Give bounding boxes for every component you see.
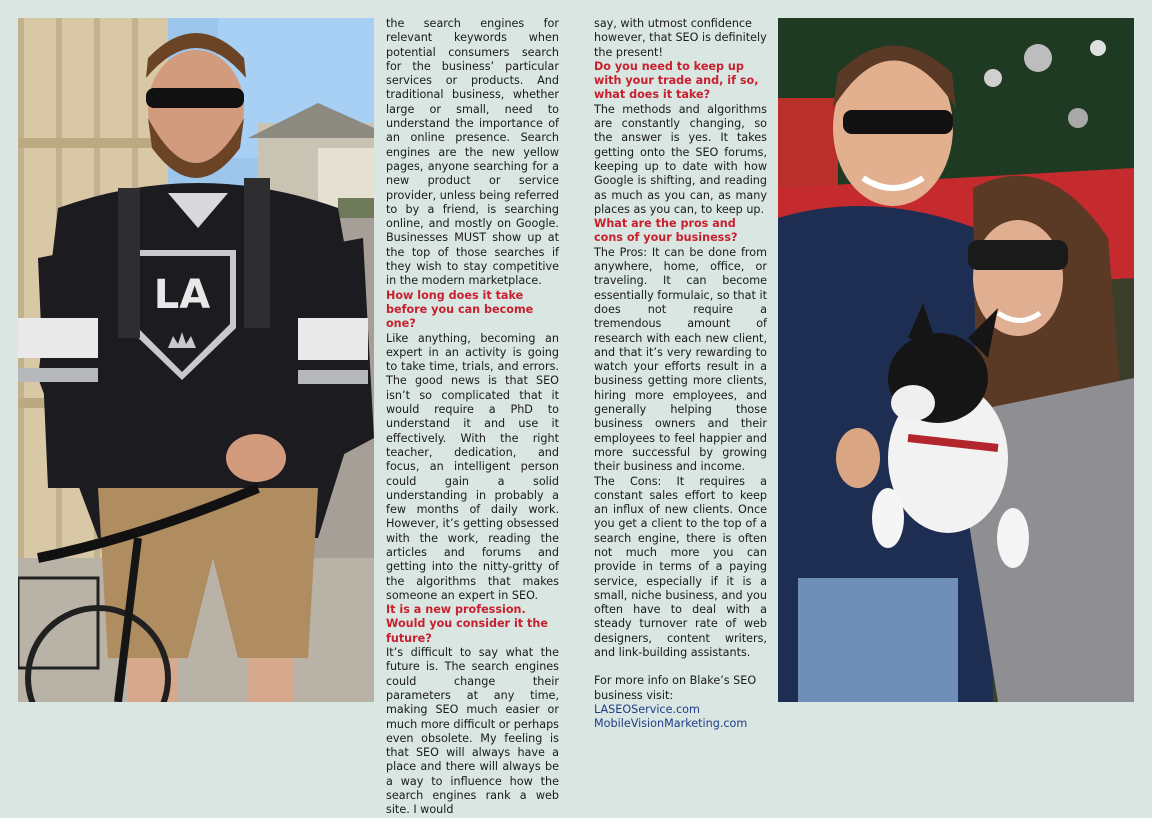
heading-keep-up: Do you need to keep up with your trade and, if so, what does it take? bbox=[594, 59, 759, 102]
column1-paragraph-1: Like anything, becoming an expert in an activity is going to take time, trials, and errors. The good news is that SEO isn’t so complicated that it would require a PhD to understand it and use it effectively. With the right teacher, dedication, and focus, an intelligent person could gain a solid understanding in probably a few months of daily work. However, it’s getting obsessed with the work, reading the articles and forums and getting into the nitty-gritty of the algorithms that makes someone an expert in SEO. bbox=[386, 331, 559, 602]
photo-man-on-bicycle bbox=[18, 18, 374, 702]
jersey-logo-text: LA bbox=[153, 272, 211, 318]
more-info-text: For more info on Blake’s SEO business visit: bbox=[594, 674, 757, 702]
heading-how-long: How long does it take before you can become one? bbox=[386, 288, 534, 331]
heading-pros-cons: What are the pros and cons of your business? bbox=[594, 217, 738, 245]
article-column-1 bbox=[386, 17, 559, 818]
spacer bbox=[594, 660, 767, 674]
column2-paragraph-1: The methods and algorithms are constantly changing, so the answer is yes. It takes getting onto the SEO forums, keeping up to date with how Google is shifting, and reading as much as you can, as many places as you can, to keep up. bbox=[594, 102, 767, 216]
cons-paragraph: The Cons: It requires a constant sales effort to keep an influx of new clients. Once you get a client to the top of a search engine, there is often not much more you can provide in terms of a paying service, especially if it is a small, niche business, and you often have to deal with a steady turnover rate of web designers, content writers, and link-building assistants. bbox=[594, 474, 767, 660]
column2-intro: say, with utmost confidence however, that SEO is definitely the present! bbox=[594, 17, 767, 59]
link-laseoservice[interactable]: LASEOService.com bbox=[594, 702, 700, 716]
link-mobilevisionmarketing[interactable]: MobileVisionMarketing.com bbox=[594, 717, 748, 731]
column1-paragraph-2: It’s difficult to say what the future is. The search engines could change their parameters at any time, making SEO much easier or much more difficult or perhaps even obsolete. My feeling is that SEO will always have a place and there will always be a way to influence how the search engines rank a web site. I would bbox=[386, 646, 559, 817]
photo-couple-with-dog bbox=[778, 18, 1134, 702]
article-column-2 bbox=[594, 17, 767, 732]
pros-paragraph: The Pros: It can be done from anywhere, home, office, or traveling. It can become essentially formulaic, so that it does not require a tremendous amount of research with each new client, and that it’s very rewarding to watch your efforts result in a business getting more clients, hiring more employees, and generally helping those business owners and their employees to feel happier and more successful by growing their business and income. bbox=[594, 245, 767, 474]
heading-new-profession: It is a new profession. Would you consider it the future? bbox=[386, 603, 548, 645]
column1-intro: the search engines for relevant keywords when potential consumers search for the business’ particular services or products. And traditional business, whether large or small, need to understand the importance of an online presence. Search engines are the new yellow pages, anyone searching for a new product or service provider, unless being referred to by a friend, is searching online, and mostly on Google. Businesses MUST show up at the top of those searches if they wish to stay competitive in the modern marketplace. bbox=[386, 17, 559, 288]
